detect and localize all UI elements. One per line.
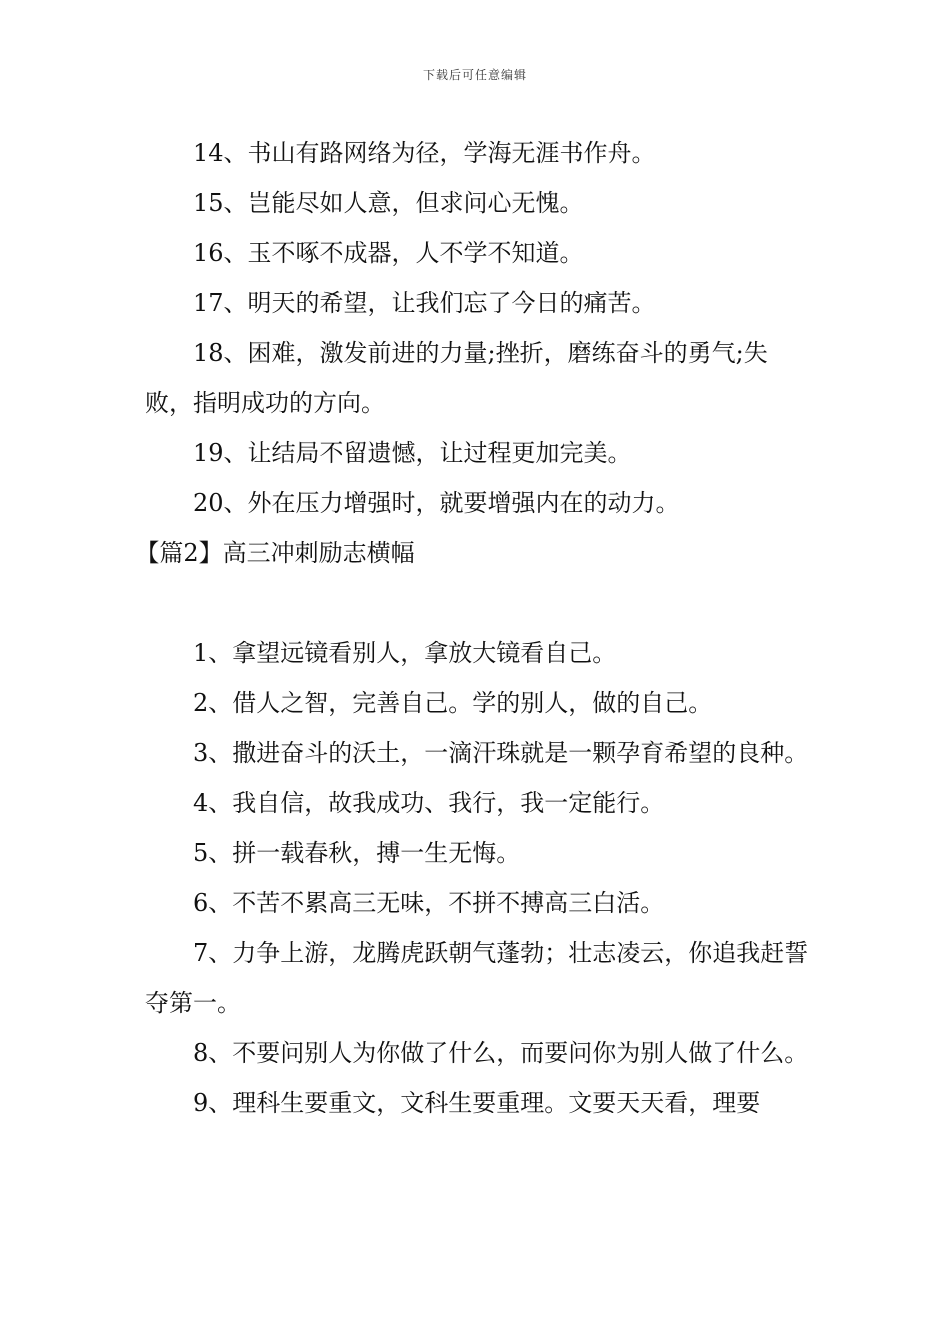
list-item: 3、撒进奋斗的沃土，一滴汗珠就是一颗孕育希望的良种。 (193, 739, 809, 767)
list-item: 20、外在压力增强时，就要增强内在的动力。 (193, 489, 680, 517)
list-item: 6、不苦不累高三无味，不拼不搏高三白活。 (193, 889, 665, 917)
section-title: 【篇2】高三冲刺励志横幅 (135, 539, 415, 567)
document-body (135, 128, 810, 1128)
section-spacer (145, 578, 810, 628)
list-item: 17、明天的希望，让我们忘了今日的痛苦。 (193, 289, 656, 317)
list-item: 18、困难，激发前进的力量;挫折，磨练奋斗的勇气;失败，指明成功的方向。 (145, 339, 768, 417)
list-item: 16、玉不啄不成器，人不学不知道。 (193, 239, 584, 267)
list-item: 8、不要问别人为你做了什么，而要问你为别人做了什么。 (193, 1039, 809, 1067)
list-item: 14、书山有路网络为径，学海无涯书作舟。 (193, 139, 656, 167)
list-item: 5、拼一载春秋，搏一生无悔。 (193, 839, 521, 867)
list-item: 15、岂能尽如人意，但求问心无愧。 (193, 189, 584, 217)
page-header-note: 下载后可任意编辑 (422, 68, 527, 82)
list-item: 9、理科生要重文，文科生要重理。文要天天看，理要 (193, 1089, 761, 1117)
list-item: 4、我自信，故我成功、我行，我一定能行。 (193, 789, 665, 817)
list-item: 2、借人之智，完善自己。学的别人，做的自己。 (193, 689, 713, 717)
list-item: 1、拿望远镜看别人，拿放大镜看自己。 (193, 639, 617, 667)
list-item: 19、让结局不留遗憾，让过程更加完美。 (193, 439, 632, 467)
list-item: 7、力争上游，龙腾虎跃朝气蓬勃；壮志凌云，你追我赶誓夺第一。 (145, 939, 809, 1017)
